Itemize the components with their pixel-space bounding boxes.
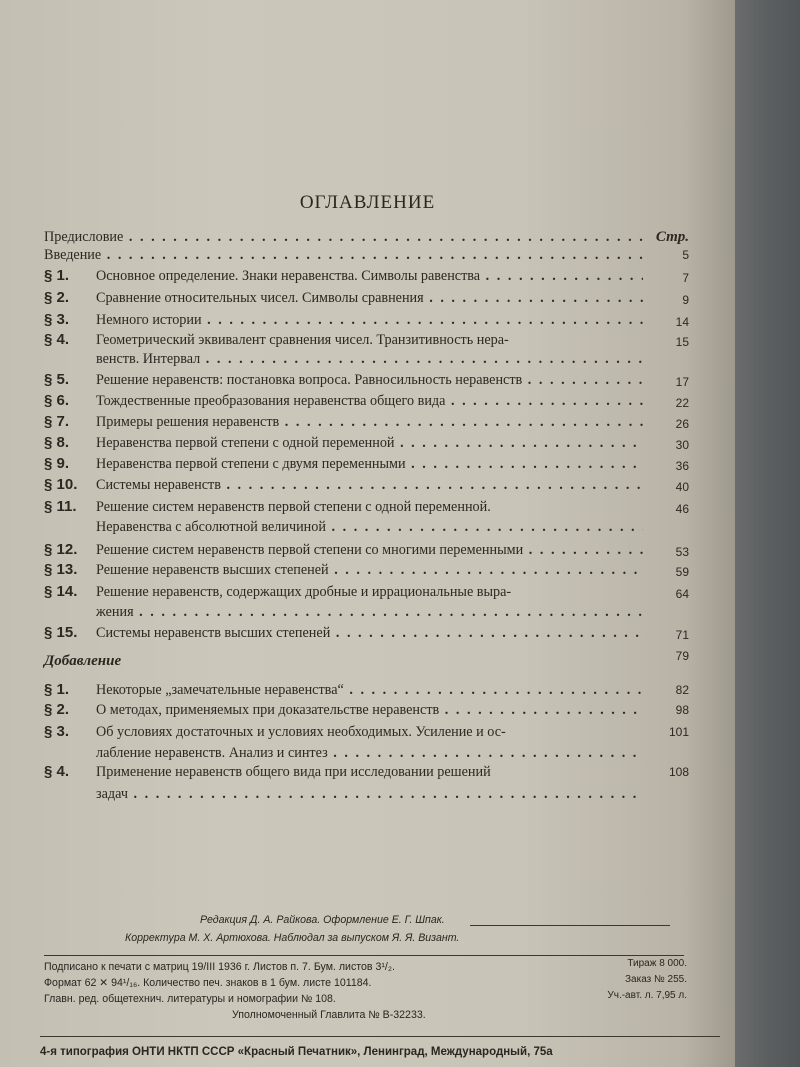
toc-entry-text: Геометрический эквивалент сравнения чисел. Транзитивность нера- <box>96 332 509 348</box>
appendix-entry-text: Применение неравенств общего вида при исследовании решений <box>96 764 491 780</box>
appendix-row <box>44 762 689 782</box>
imprint-zakaz: Заказ № 255. <box>625 974 687 985</box>
section-number: § 2. <box>44 289 70 306</box>
toc-entry-text: венств. Интервал . . . <box>96 349 643 369</box>
appendix-title: Добавление <box>44 653 122 669</box>
toc-page-row <box>44 332 689 352</box>
imprint-format: Формат 62 ✕ 94¹/₁₆. Количество печ. знаков в 1 бум. листе 101184. <box>44 977 372 989</box>
imprint-editors: Редакция Д. А. Райкова. Оформление Е. Г. Шпак. <box>200 914 445 926</box>
toc-page-row <box>44 268 689 288</box>
appendix-entry-text: Некоторые „замечательные неравенства“ . . . <box>96 680 643 700</box>
toc-entry-text: Неравенства первой степени с двумя переменными . . . <box>96 454 643 474</box>
section-number: § 7. <box>44 413 70 430</box>
toc-page-row <box>44 414 689 434</box>
toc-page-row <box>44 584 689 604</box>
imprint-uch: Уч.-авт. л. 7,95 л. <box>607 990 687 1001</box>
appendix-number: § 1. <box>44 681 70 698</box>
appendix-entry-text: О методах, применяемых при доказательстве неравенств . . . <box>96 700 643 720</box>
toc-page-row <box>44 372 689 392</box>
toc-page-row <box>44 477 689 497</box>
toc-entry-text: Тождественные преобразования неравенства общего вида . . . <box>96 391 643 411</box>
imprint-proof: Корректура М. Х. Артюхова. Наблюдал за выпуском Я. Я. Визант. <box>125 932 460 944</box>
section-number: § 15. <box>44 624 78 641</box>
imprint-glavn: Главн. ред. общетехнич. литературы и номографии № 108. <box>44 993 336 1005</box>
toc-page-number: 64 <box>675 587 689 601</box>
toc-entry-text: Немного истории . . . <box>96 310 643 330</box>
toc-page-row <box>44 499 689 519</box>
appendix-page-number: 101 <box>668 725 689 739</box>
section-number: § 14. <box>44 583 78 600</box>
section-number: § 1. <box>44 267 70 284</box>
toc-page-row <box>44 435 689 455</box>
toc-page-number: 15 <box>675 335 689 349</box>
appendix-row <box>44 680 689 700</box>
section-number: § 11. <box>44 498 77 515</box>
toc-entry-text: Сравнение относительных чисел. Символы сравнения . . . <box>96 288 643 308</box>
toc-entry-text: Решение неравенств высших степеней . . . <box>96 560 643 580</box>
section-number: § 5. <box>44 371 70 388</box>
appendix-row <box>44 784 689 804</box>
imprint-divider <box>470 925 670 926</box>
imprint-tirazh: Тираж 8 000. <box>627 958 687 969</box>
appendix-row <box>44 700 689 720</box>
page-column-label: Стр. <box>655 229 689 245</box>
toc-page-row <box>44 456 689 476</box>
toc-page-number: 79 <box>675 649 689 663</box>
toc-page-number: 71 <box>675 628 689 642</box>
toc-entry-text: Решение неравенств, содержащих дробные и иррациональные выра- <box>96 584 512 600</box>
toc-entry-text: Неравенства первой степени с одной переменной . . . <box>96 433 643 453</box>
toc-page-row <box>44 290 689 310</box>
printer-line: 4-я типография ОНТИ НКТП СССР «Красный Печатник», Ленинград, Международный, 75а <box>40 1046 553 1058</box>
toc-entry-text: Системы неравенств . . . <box>96 475 643 495</box>
toc-page-number: 14 <box>675 315 689 329</box>
toc-page-number: 40 <box>675 480 689 494</box>
appendix-entry-text: задач . . . <box>96 784 643 804</box>
section-number: § 4. <box>44 331 70 348</box>
toc-page-row <box>44 393 689 413</box>
section-number: § 12. <box>44 541 78 558</box>
toc-page-row <box>44 562 689 582</box>
toc-page-number: 26 <box>675 417 689 431</box>
section-number: § 3. <box>44 311 70 328</box>
printer-rule <box>40 1036 720 1037</box>
appendix-number: § 2. <box>44 701 70 718</box>
toc-entry-text: Решение систем неравенств первой степени со многими переменными . . . <box>96 540 643 560</box>
toc-row <box>44 602 689 622</box>
toc-row <box>44 517 689 537</box>
page-edge <box>735 0 800 1067</box>
section-number: § 9. <box>44 455 70 472</box>
appendix-entry-text: Об условиях достаточных и условиях необходимых. Усиление и ос- <box>96 724 506 740</box>
toc-row <box>44 349 689 369</box>
toc-page-number: 5 <box>682 248 689 262</box>
section-number: § 6. <box>44 392 70 409</box>
toc-page-number: 46 <box>675 502 689 516</box>
toc-row-introduction <box>44 245 689 265</box>
toc-entry-text: Основное определение. Знаки неравенства. Символы равенства . . . <box>96 266 643 286</box>
toc-page-number: 36 <box>675 459 689 473</box>
toc-entry-text: Предисловие . . . <box>44 227 643 247</box>
appendix-page-number: 108 <box>668 765 689 779</box>
appendix-page-number: 82 <box>675 683 689 697</box>
appendix-row <box>44 722 689 742</box>
toc-page-number: 17 <box>675 375 689 389</box>
toc-entry-text: Неравенства с абсолютной величиной . . . <box>96 517 643 537</box>
toc-page-row <box>44 625 689 645</box>
toc-page-number: 53 <box>675 545 689 559</box>
appendix-page-number: 98 <box>675 703 689 717</box>
toc-entry-text: Системы неравенств высших степеней . . . <box>96 623 643 643</box>
toc-page-number: 9 <box>682 293 689 307</box>
toc-entry-text: жения . . . <box>96 602 643 622</box>
toc-page-number: 30 <box>675 438 689 452</box>
appendix-row <box>44 743 689 763</box>
appendix-entry-text: лабление неравенств. Анализ и синтез . . . <box>96 743 643 763</box>
toc-row-preface <box>44 227 689 247</box>
appendix-number: § 4. <box>44 763 70 780</box>
toc-entry-text: Введение . . . <box>44 245 643 265</box>
section-number: § 10. <box>44 476 78 493</box>
toc-entry-text: Решение неравенств: постановка вопроса. Равносильность неравенств . . . <box>96 370 643 390</box>
toc-page-number: 22 <box>675 396 689 410</box>
section-number: § 13. <box>44 561 78 578</box>
toc-page-row <box>44 312 689 332</box>
toc-entry-text: Решение систем неравенств первой степени с одной переменной. <box>96 499 491 515</box>
toc-page-row <box>44 542 689 562</box>
imprint-signed: Подписано к печати с матриц 19/III 1936 г. Листов п. 7. Бум. листов 3¹/₂. <box>44 961 395 973</box>
appendix-number: § 3. <box>44 723 70 740</box>
section-number: § 8. <box>44 434 70 451</box>
toc-page-row <box>44 646 689 666</box>
imprint-glavlit: Уполномоченный Главлита № В-32233. <box>232 1009 426 1021</box>
toc-page-number: 7 <box>682 271 689 285</box>
toc-entry-text: Примеры решения неравенств . . . <box>96 412 643 432</box>
toc-page-number: 59 <box>675 565 689 579</box>
imprint-rule <box>44 955 684 956</box>
page-title: ОГЛАВЛЕНИЕ <box>299 192 436 213</box>
